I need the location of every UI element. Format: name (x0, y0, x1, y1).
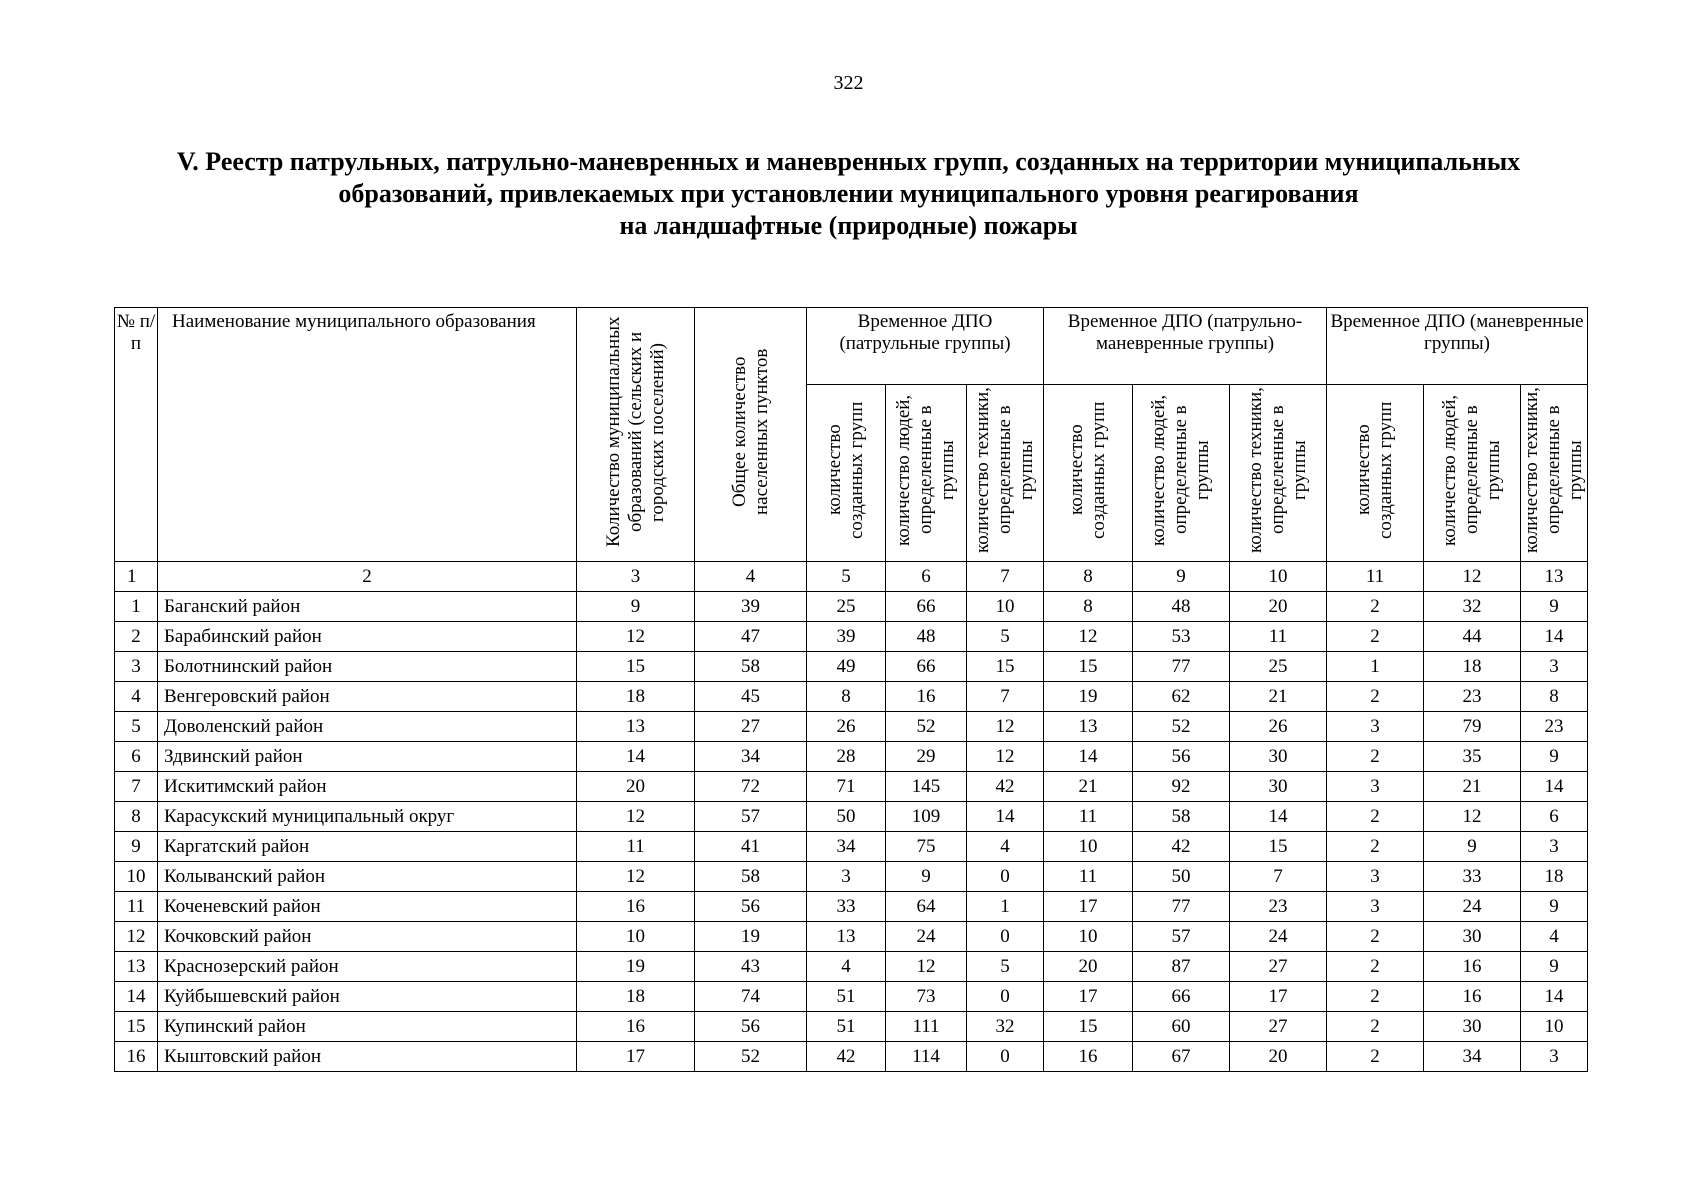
patrol-people: 145 (886, 772, 967, 802)
patrol-people: 52 (886, 712, 967, 742)
row-index: 7 (115, 772, 158, 802)
maneuver-equipment: 8 (1521, 682, 1588, 712)
column-number: 5 (807, 562, 886, 592)
district-name: Здвинский район (158, 742, 577, 772)
maneuver-equipment: 4 (1521, 922, 1588, 952)
settlements-total: 52 (695, 1042, 807, 1072)
patrol-equipment: 0 (967, 982, 1044, 1012)
column-number: 13 (1521, 562, 1588, 592)
column-number: 10 (1230, 562, 1327, 592)
table-row (115, 592, 1588, 622)
patrol-people: 64 (886, 892, 967, 922)
pm-groups: 14 (1044, 742, 1133, 772)
settlements-total: 74 (695, 982, 807, 1012)
header-municipal-count-text: Количество муниципальных образований (сельских и городских поселений) (602, 316, 668, 547)
patrol-people: 75 (886, 832, 967, 862)
row-index: 13 (115, 952, 158, 982)
pm-equipment: 24 (1230, 922, 1327, 952)
column-number: 12 (1424, 562, 1521, 592)
header-settlements-total-text: Общее количество населенных пунктов (728, 348, 772, 515)
patrol-people: 111 (886, 1012, 967, 1042)
maneuver-equipment: 23 (1521, 712, 1588, 742)
table-row (115, 922, 1588, 952)
municipal-count: 16 (577, 1012, 695, 1042)
maneuver-groups: 2 (1327, 682, 1424, 712)
pm-equipment: 30 (1230, 772, 1327, 802)
pm-people: 58 (1133, 802, 1230, 832)
patrol-people: 66 (886, 652, 967, 682)
patrol-equipment: 12 (967, 712, 1044, 742)
table-row (115, 712, 1588, 742)
maneuver-groups: 2 (1327, 922, 1424, 952)
district-name: Куйбышевский район (158, 982, 577, 1012)
municipal-count: 10 (577, 922, 695, 952)
patrol-groups: 42 (807, 1042, 886, 1072)
pm-people: 50 (1133, 862, 1230, 892)
header-index: № п/п (115, 308, 158, 562)
pm-people: 67 (1133, 1042, 1230, 1072)
header-name: Наименование муниципального образования (158, 308, 577, 562)
header-maneuver-equipment (1521, 385, 1588, 562)
patrol-groups: 39 (807, 622, 886, 652)
maneuver-people: 21 (1424, 772, 1521, 802)
maneuver-people: 32 (1424, 592, 1521, 622)
header-pm-groups-text: количество созданных групп (1066, 401, 1110, 539)
pm-equipment: 17 (1230, 982, 1327, 1012)
patrol-groups: 4 (807, 952, 886, 982)
column-number: 11 (1327, 562, 1424, 592)
patrol-groups: 51 (807, 982, 886, 1012)
municipal-count: 18 (577, 982, 695, 1012)
patrol-people: 114 (886, 1042, 967, 1072)
settlements-total: 57 (695, 802, 807, 832)
pm-equipment: 14 (1230, 802, 1327, 832)
maneuver-groups: 2 (1327, 982, 1424, 1012)
table-row (115, 832, 1588, 862)
title-line-1: V. Реестр патрульных, патрульно-маневренных и маневренных групп, созданных на территории муниципальных (176, 147, 1521, 176)
maneuver-equipment: 10 (1521, 1012, 1588, 1042)
pm-people: 62 (1133, 682, 1230, 712)
maneuver-equipment: 9 (1521, 592, 1588, 622)
pm-groups: 13 (1044, 712, 1133, 742)
municipal-count: 11 (577, 832, 695, 862)
maneuver-equipment: 3 (1521, 1042, 1588, 1072)
patrol-groups: 34 (807, 832, 886, 862)
maneuver-groups: 2 (1327, 1012, 1424, 1042)
patrol-people: 29 (886, 742, 967, 772)
settlements-total: 45 (695, 682, 807, 712)
maneuver-people: 16 (1424, 952, 1521, 982)
maneuver-people: 30 (1424, 922, 1521, 952)
row-index: 16 (115, 1042, 158, 1072)
pm-groups: 17 (1044, 892, 1133, 922)
pm-groups: 19 (1044, 682, 1133, 712)
pm-people: 57 (1133, 922, 1230, 952)
maneuver-equipment: 3 (1521, 652, 1588, 682)
header-maneuver-people-text: количество людей, определенные в группы (1439, 394, 1505, 546)
pm-groups: 11 (1044, 862, 1133, 892)
pm-groups: 10 (1044, 922, 1133, 952)
maneuver-groups: 2 (1327, 592, 1424, 622)
document-title (100, 146, 1597, 242)
maneuver-equipment: 3 (1521, 832, 1588, 862)
patrol-equipment: 7 (967, 682, 1044, 712)
patrol-people: 16 (886, 682, 967, 712)
table-row (115, 1042, 1588, 1072)
patrol-equipment: 0 (967, 922, 1044, 952)
pm-people: 42 (1133, 832, 1230, 862)
page-number: 322 (833, 72, 864, 94)
maneuver-people: 34 (1424, 1042, 1521, 1072)
pm-equipment: 11 (1230, 622, 1327, 652)
header-patrol-groups (807, 385, 886, 562)
district-name: Коченевский район (158, 892, 577, 922)
pm-people: 87 (1133, 952, 1230, 982)
maneuver-people: 23 (1424, 682, 1521, 712)
patrol-equipment: 15 (967, 652, 1044, 682)
row-index: 2 (115, 622, 158, 652)
header-pm-equipment (1230, 385, 1327, 562)
title-line-2: образований, привлекаемых при установлении муниципального уровня реагирования (338, 179, 1359, 208)
header-maneuver-people (1424, 385, 1521, 562)
settlements-total: 72 (695, 772, 807, 802)
patrol-people: 73 (886, 982, 967, 1012)
pm-equipment: 21 (1230, 682, 1327, 712)
table-row (115, 802, 1588, 832)
district-name: Искитимский район (158, 772, 577, 802)
settlements-total: 39 (695, 592, 807, 622)
column-number: 2 (158, 562, 577, 592)
row-index: 1 (115, 592, 158, 622)
patrol-groups: 50 (807, 802, 886, 832)
municipal-count: 12 (577, 802, 695, 832)
pm-groups: 10 (1044, 832, 1133, 862)
header-maneuver-groups (1327, 385, 1424, 562)
pm-people: 92 (1133, 772, 1230, 802)
district-name: Барабинский район (158, 622, 577, 652)
table-row (115, 652, 1588, 682)
district-name: Венгеровский район (158, 682, 577, 712)
row-index: 14 (115, 982, 158, 1012)
column-number-row (115, 562, 1588, 592)
patrol-groups: 28 (807, 742, 886, 772)
settlements-total: 58 (695, 652, 807, 682)
row-index: 3 (115, 652, 158, 682)
maneuver-equipment: 9 (1521, 742, 1588, 772)
pm-people: 56 (1133, 742, 1230, 772)
pm-groups: 12 (1044, 622, 1133, 652)
row-index: 6 (115, 742, 158, 772)
settlements-total: 58 (695, 862, 807, 892)
pm-people: 52 (1133, 712, 1230, 742)
district-name: Купинский район (158, 1012, 577, 1042)
column-number: 7 (967, 562, 1044, 592)
patrol-equipment: 1 (967, 892, 1044, 922)
settlements-total: 47 (695, 622, 807, 652)
patrol-groups: 71 (807, 772, 886, 802)
maneuver-groups: 2 (1327, 952, 1424, 982)
settlements-total: 56 (695, 1012, 807, 1042)
patrol-groups: 13 (807, 922, 886, 952)
column-number: 8 (1044, 562, 1133, 592)
maneuver-groups: 3 (1327, 862, 1424, 892)
column-number: 6 (886, 562, 967, 592)
maneuver-groups: 2 (1327, 1042, 1424, 1072)
maneuver-groups: 3 (1327, 772, 1424, 802)
column-number: 4 (695, 562, 807, 592)
settlements-total: 43 (695, 952, 807, 982)
maneuver-people: 30 (1424, 1012, 1521, 1042)
patrol-equipment: 4 (967, 832, 1044, 862)
header-group-maneuver: Временное ДПО (маневренные группы) (1327, 308, 1588, 385)
settlements-total: 34 (695, 742, 807, 772)
header-municipal-count (577, 308, 695, 562)
header-patrol-people (886, 385, 967, 562)
patrol-groups: 8 (807, 682, 886, 712)
settlements-total: 41 (695, 832, 807, 862)
row-index: 8 (115, 802, 158, 832)
header-settlements-total (695, 308, 807, 562)
maneuver-groups: 3 (1327, 892, 1424, 922)
settlements-total: 19 (695, 922, 807, 952)
municipal-count: 19 (577, 952, 695, 982)
district-name: Карасукский муниципальный округ (158, 802, 577, 832)
district-name: Доволенский район (158, 712, 577, 742)
municipal-count: 12 (577, 622, 695, 652)
header-pm-groups (1044, 385, 1133, 562)
pm-equipment: 27 (1230, 952, 1327, 982)
column-number: 1 (115, 562, 158, 592)
district-name: Краснозерский район (158, 952, 577, 982)
row-index: 5 (115, 712, 158, 742)
row-index: 11 (115, 892, 158, 922)
row-index: 9 (115, 832, 158, 862)
municipal-count: 16 (577, 892, 695, 922)
maneuver-people: 35 (1424, 742, 1521, 772)
patrol-equipment: 0 (967, 862, 1044, 892)
pm-people: 53 (1133, 622, 1230, 652)
table-row (115, 892, 1588, 922)
maneuver-groups: 2 (1327, 742, 1424, 772)
table-row (115, 982, 1588, 1012)
pm-equipment: 7 (1230, 862, 1327, 892)
district-name: Колыванский район (158, 862, 577, 892)
district-name: Кыштовский район (158, 1042, 577, 1072)
row-index: 10 (115, 862, 158, 892)
maneuver-people: 16 (1424, 982, 1521, 1012)
pm-groups: 15 (1044, 652, 1133, 682)
district-name: Болотнинский район (158, 652, 577, 682)
maneuver-people: 9 (1424, 832, 1521, 862)
header-maneuver-equipment-text: количество техники, определенные в группы (1521, 387, 1587, 553)
maneuver-equipment: 18 (1521, 862, 1588, 892)
pm-groups: 17 (1044, 982, 1133, 1012)
pm-equipment: 20 (1230, 1042, 1327, 1072)
row-index: 4 (115, 682, 158, 712)
patrol-equipment: 5 (967, 622, 1044, 652)
table-row (115, 742, 1588, 772)
table-body (115, 592, 1588, 1072)
district-name: Кочковский район (158, 922, 577, 952)
column-number: 9 (1133, 562, 1230, 592)
maneuver-groups: 2 (1327, 802, 1424, 832)
header-maneuver-groups-text: количество созданных групп (1353, 401, 1397, 539)
maneuver-equipment: 9 (1521, 952, 1588, 982)
maneuver-groups: 1 (1327, 652, 1424, 682)
maneuver-equipment: 9 (1521, 892, 1588, 922)
settlements-total: 27 (695, 712, 807, 742)
patrol-equipment: 14 (967, 802, 1044, 832)
patrol-equipment: 32 (967, 1012, 1044, 1042)
patrol-people: 66 (886, 592, 967, 622)
title-line-3: на ландшафтные (природные) пожары (619, 211, 1078, 240)
pm-groups: 11 (1044, 802, 1133, 832)
pm-people: 60 (1133, 1012, 1230, 1042)
maneuver-people: 79 (1424, 712, 1521, 742)
patrol-people: 12 (886, 952, 967, 982)
settlements-total: 56 (695, 892, 807, 922)
municipal-count: 15 (577, 652, 695, 682)
maneuver-people: 24 (1424, 892, 1521, 922)
municipal-count: 14 (577, 742, 695, 772)
pm-groups: 15 (1044, 1012, 1133, 1042)
maneuver-people: 18 (1424, 652, 1521, 682)
maneuver-people: 44 (1424, 622, 1521, 652)
patrol-groups: 49 (807, 652, 886, 682)
row-index: 15 (115, 1012, 158, 1042)
pm-equipment: 30 (1230, 742, 1327, 772)
patrol-people: 109 (886, 802, 967, 832)
maneuver-groups: 2 (1327, 622, 1424, 652)
pm-equipment: 26 (1230, 712, 1327, 742)
header-patrol-groups-text: количество созданных групп (824, 401, 867, 539)
row-index: 12 (115, 922, 158, 952)
maneuver-people: 33 (1424, 862, 1521, 892)
header-patrol-equipment (967, 385, 1044, 562)
patrol-people: 24 (886, 922, 967, 952)
table-header (115, 308, 1588, 592)
table-row (115, 1012, 1588, 1042)
pm-groups: 21 (1044, 772, 1133, 802)
patrol-people: 48 (886, 622, 967, 652)
header-pm-people (1133, 385, 1230, 562)
patrol-equipment: 10 (967, 592, 1044, 622)
pm-equipment: 27 (1230, 1012, 1327, 1042)
municipal-count: 17 (577, 1042, 695, 1072)
district-name: Баганский район (158, 592, 577, 622)
district-name: Каргатский район (158, 832, 577, 862)
table-row (115, 862, 1588, 892)
header-pm-equipment-text: количество техники, определенные в группы (1245, 387, 1311, 553)
pm-equipment: 25 (1230, 652, 1327, 682)
table-row (115, 622, 1588, 652)
patrol-groups: 33 (807, 892, 886, 922)
patrol-groups: 51 (807, 1012, 886, 1042)
patrol-people: 9 (886, 862, 967, 892)
maneuver-equipment: 6 (1521, 802, 1588, 832)
table-row (115, 952, 1588, 982)
maneuver-equipment: 14 (1521, 772, 1588, 802)
municipal-count: 13 (577, 712, 695, 742)
table-row (115, 772, 1588, 802)
header-patrol-people-text: количество людей, определенные в группы (893, 394, 958, 546)
table-row (115, 682, 1588, 712)
municipal-count: 20 (577, 772, 695, 802)
pm-people: 77 (1133, 892, 1230, 922)
column-number: 3 (577, 562, 695, 592)
patrol-equipment: 42 (967, 772, 1044, 802)
patrol-groups: 3 (807, 862, 886, 892)
pm-equipment: 23 (1230, 892, 1327, 922)
patrol-equipment: 0 (967, 1042, 1044, 1072)
municipal-count: 9 (577, 592, 695, 622)
pm-people: 66 (1133, 982, 1230, 1012)
municipal-count: 12 (577, 862, 695, 892)
header-group-patrol: Временное ДПО (патрульные группы) (807, 308, 1044, 385)
maneuver-people: 12 (1424, 802, 1521, 832)
maneuver-groups: 2 (1327, 832, 1424, 862)
maneuver-equipment: 14 (1521, 982, 1588, 1012)
pm-groups: 16 (1044, 1042, 1133, 1072)
municipal-count: 18 (577, 682, 695, 712)
pm-groups: 8 (1044, 592, 1133, 622)
header-pm-people-text: количество людей, определенные в группы (1148, 394, 1214, 546)
registry-table (114, 307, 1588, 1072)
patrol-equipment: 12 (967, 742, 1044, 772)
pm-people: 77 (1133, 652, 1230, 682)
pm-people: 48 (1133, 592, 1230, 622)
maneuver-equipment: 14 (1521, 622, 1588, 652)
header-patrol-equipment-text: количество техники, определенные в группы (972, 387, 1037, 553)
pm-equipment: 15 (1230, 832, 1327, 862)
patrol-groups: 25 (807, 592, 886, 622)
maneuver-groups: 3 (1327, 712, 1424, 742)
header-group-patrol-maneuver: Временное ДПО (патрульно-маневренные группы) (1044, 308, 1327, 385)
patrol-groups: 26 (807, 712, 886, 742)
pm-groups: 20 (1044, 952, 1133, 982)
pm-equipment: 20 (1230, 592, 1327, 622)
patrol-equipment: 5 (967, 952, 1044, 982)
